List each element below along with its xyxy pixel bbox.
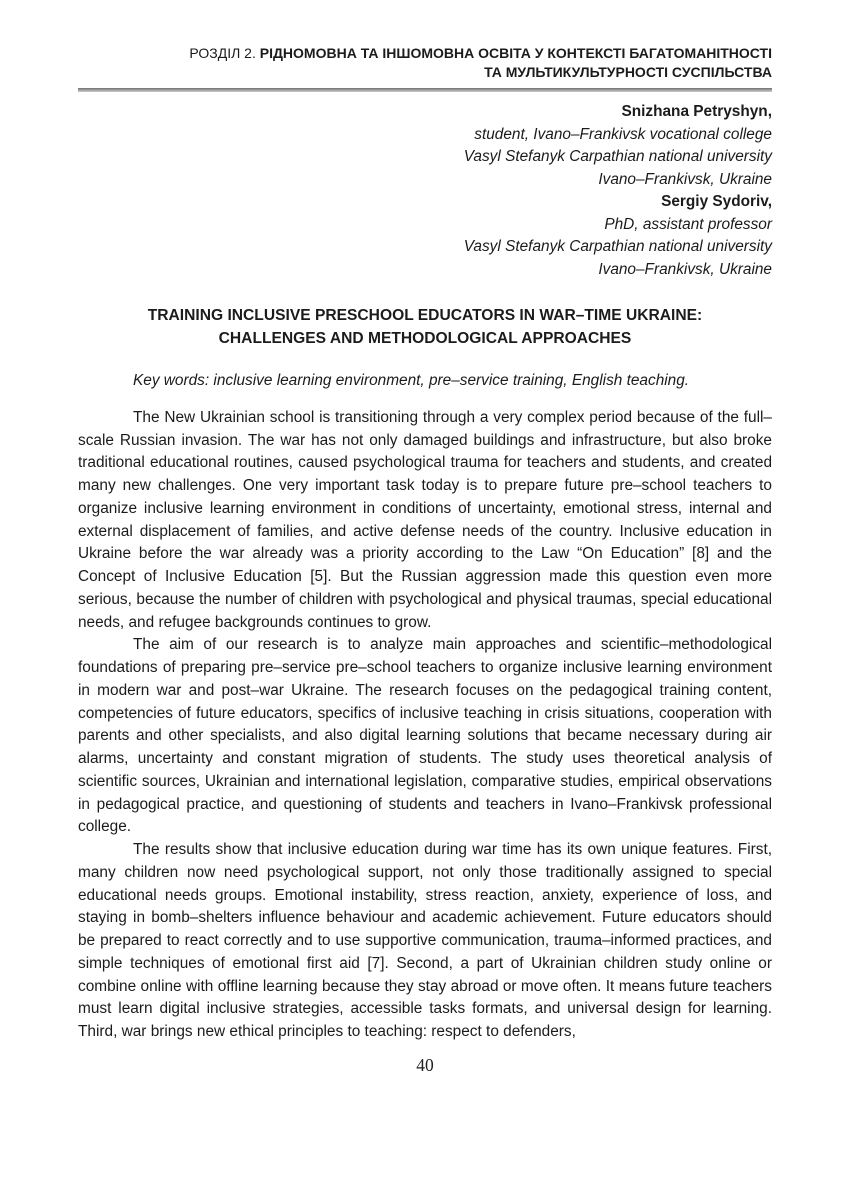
- author-name: Sergiy Sydoriv,: [661, 193, 772, 210]
- body-paragraph: The aim of our research is to analyze main approaches and scientific–methodological foundations of preparing pre–service pre–school teachers to organize inclusive learning environment in modern war and post–war Ukraine. The research focuses on the pedagogical training content, competencies of future educators, specifics of inclusive teaching in crisis situations, cooperation with parents and other specialists, and also digital learning solutions that became necessary during air alarms, uncertainty and constant migration of students. The study uses theoretical analysis of scientific sources, Ukrainian and international legislation, comparative studies, empirical observations in pedagogical practice, and questioning of students and teachers in Ivano–Frankivsk professional college.: [78, 636, 772, 836]
- author-affiliation-line: Ivano–Frankivsk, Ukraine: [598, 170, 772, 188]
- header-divider-rule: [78, 88, 772, 92]
- author-affiliation-line: Vasyl Stefanyk Carpathian national university: [463, 238, 772, 255]
- author-block: [78, 101, 772, 281]
- paper-title-line1: TRAINING INCLUSIVE PRESCHOOL EDUCATORS IN WAR–TIME UKRAINE:: [147, 307, 703, 324]
- running-head-line1: [78, 44, 772, 63]
- body-paragraph: The results show that inclusive education during war time has its own unique features. First, many children now need psychological support, not only those traditionally assigned to special educational needs groups. Emotional instability, stress reaction, anxiety, experience of loss, and staying in bomb–shelters influence behaviour and academic achievement. Future educators should be prepared to react correctly and to use supportive communication, trauma–informed practices, and simple techniques of emotional first aid [7]. Second, a part of Ukrainian children study online or combine online with offline learning because they stay abroad or move often. It means future teachers must learn digital inclusive strategies, accessible tasks formats, and universal design for learning. Third, war brings new ethical principles to teaching: respect to defenders,: [78, 841, 772, 1041]
- running-head: [78, 44, 772, 82]
- body-paragraph: The New Ukrainian school is transitioning through a very complex period because of the full–scale Russian invasion. The war has not only damaged buildings and infrastructure, but also broke traditional educational routines, caused psychological trauma for teachers and students, and created many new challenges. One very important task today is to prepare future pre–school teachers to organize inclusive learning environment in conditions of uncertainty, emotional stress, internal and external displacement of families, and active defense needs of the country. Inclusive education in Ukraine before the war already was a priority according to the Law “On Education” [8] and the Concept of Inclusive Education [5]. But the Russian aggression made this question even more serious, because the number of children with psychological and physical traumas, special educational needs, and refugee backgrounds continues to grow.: [78, 408, 772, 631]
- author-name: Snizhana Petryshyn,: [621, 103, 772, 120]
- author-affiliation-line: student, Ivano–Frankivsk vocational college: [474, 125, 772, 143]
- author-affiliation-line: PhD, assistant professor: [604, 215, 772, 233]
- author-affiliation-line: Vasyl Stefanyk Carpathian national university: [463, 148, 772, 165]
- running-head-title-part1: РІДНОМОВНА ТА ІНШОМОВНА ОСВІТА У КОНТЕКСТІ БАГАТОМАНІТНОСТІ: [259, 45, 772, 61]
- running-head-title-part2: ТА МУЛЬТИКУЛЬТУРНОСТІ СУСПІЛЬСТВА: [484, 64, 772, 80]
- page-number: 40: [416, 1054, 434, 1075]
- keywords-line: Key words: inclusive learning environment, pre–service training, English teaching.: [133, 372, 690, 390]
- chapter-label: РОЗДІЛ 2.: [189, 45, 256, 61]
- author-affiliation-line: Ivano–Frankivsk, Ukraine: [598, 260, 772, 278]
- paper-title-line2: CHALLENGES AND METHODOLOGICAL APPROACHES: [218, 329, 632, 347]
- paper-title: [78, 305, 772, 350]
